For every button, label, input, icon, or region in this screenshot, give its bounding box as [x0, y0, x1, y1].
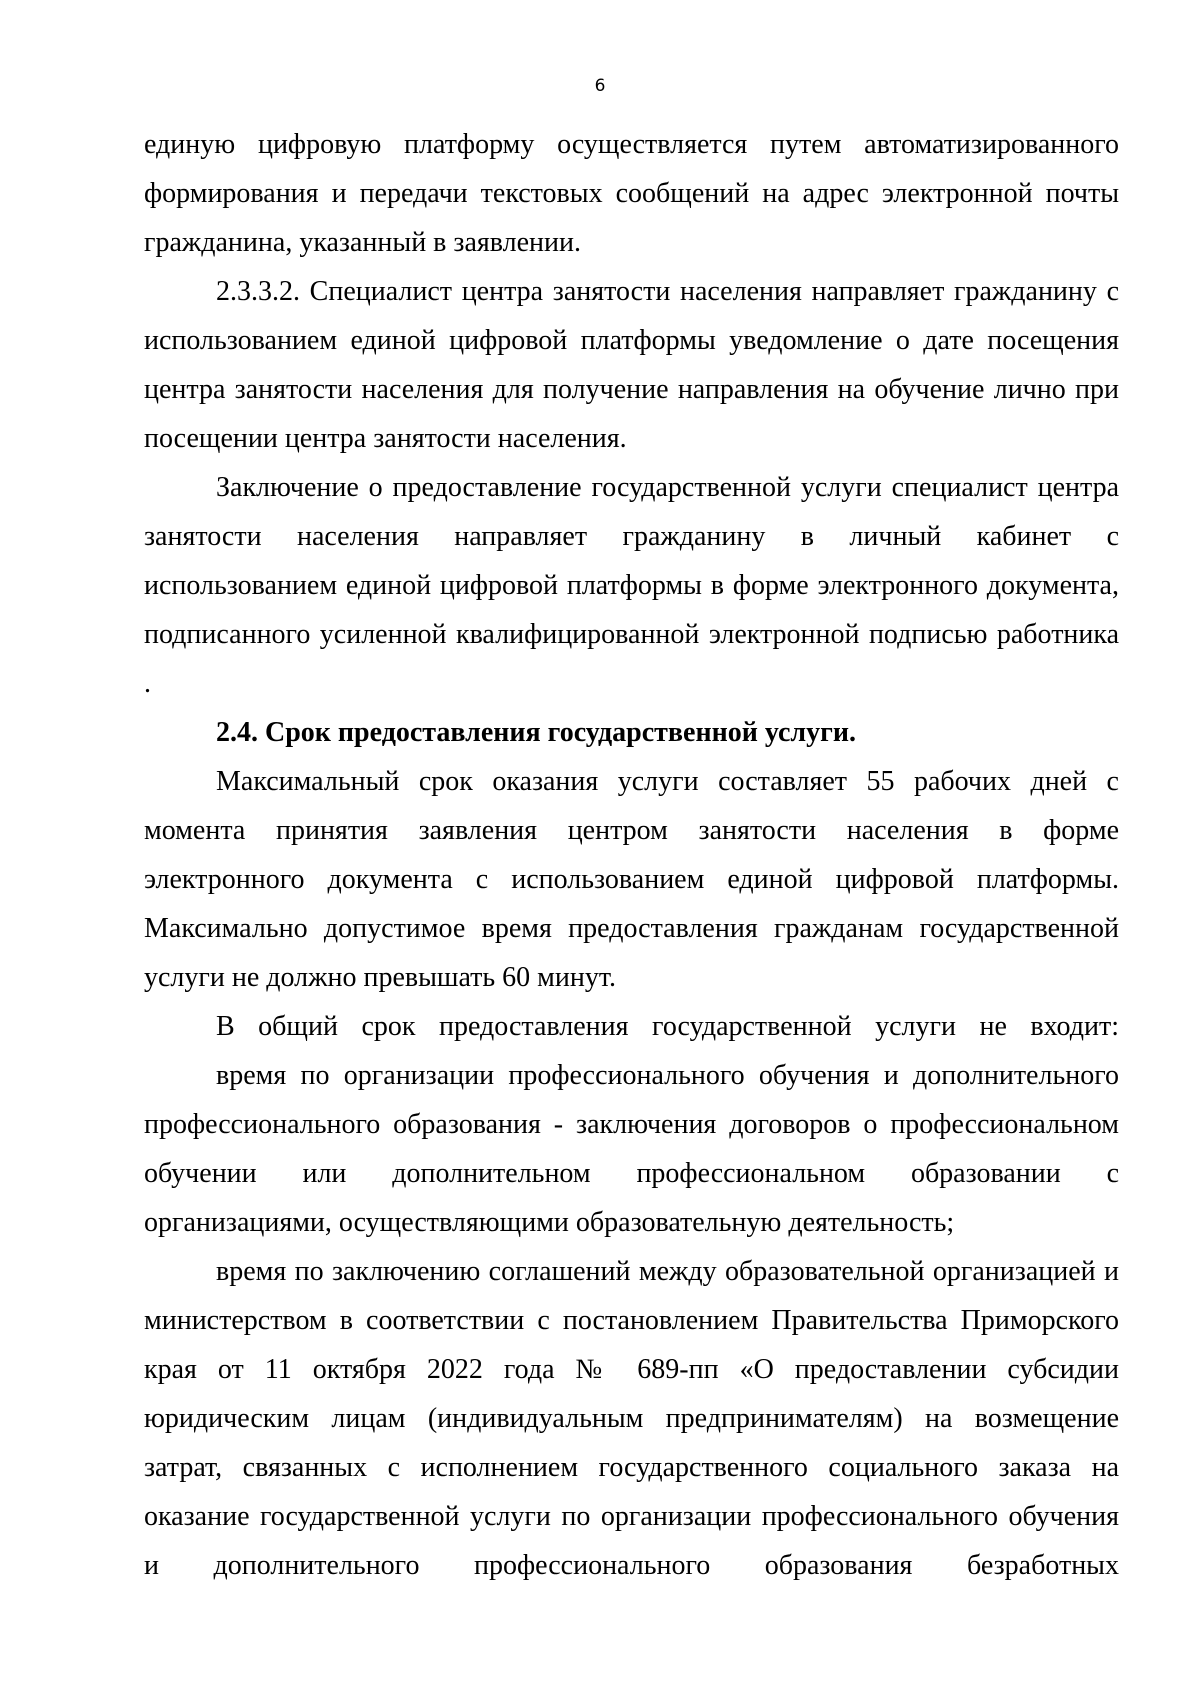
- paragraph-conclusion: Заключение о предоставление государственной услуги специалист центра занятости населения направляет гражданину в личный кабинет с использованием единой цифровой платформы в форме электронного документа, подписанного усиленной квалифицированной электронной подписью работника .: [144, 472, 1119, 699]
- paragraph-2-3-3-2: 2.3.3.2. Специалист центра занятости населения направляет гражданину с использованием единой цифровой платформы уведомление о дате посещения центра занятости населения для получение направления на обучение лично при посещении центра занятости населения.: [144, 276, 1119, 454]
- document-body: [144, 120, 1119, 1590]
- paragraph-not-included: В общий срок предоставления государственной услуги не входит:: [216, 1011, 1119, 1042]
- paragraph-continuation: единую цифровую платформу осуществляется путем автоматизированного формирования и передачи текстовых сообщений на адрес электронной почты гражданина, указанный в заявлении.: [144, 129, 1119, 258]
- paragraph-agreement-time: время по заключению соглашений между образовательной организацией и министерством в соответствии с постановлением Правительства Приморского края от 11 октября 2022 года № 689-пп «О предоставлении субсидии юридическим лицам (индивидуальным предпринимателям) на возмещение затрат, связанных с исполнением государственного социального заказа на оказание государственной услуги по организации профессионального обучения и дополнительного профессионального образования безработных: [144, 1256, 1119, 1581]
- section-heading-2-4: 2.4. Срок предоставления государственной услуги.: [216, 717, 856, 748]
- paragraph-max-term: Максимальный срок оказания услуги составляет 55 рабочих дней с момента принятия заявления центром занятости населения в форме электронного документа с использованием единой цифровой платформы. Максимально допустимое время предоставления гражданам государственной услуги не должно превышать 60 минут.: [144, 766, 1119, 993]
- page-number: 6: [594, 76, 606, 96]
- paragraph-organization-time: время по организации профессионального обучения и дополнительного профессионального образования - заключения договоров о профессиональном обучении или дополнительном профессиональном образовании с организациями, осуществляющими образовательную деятельность;: [144, 1060, 1119, 1238]
